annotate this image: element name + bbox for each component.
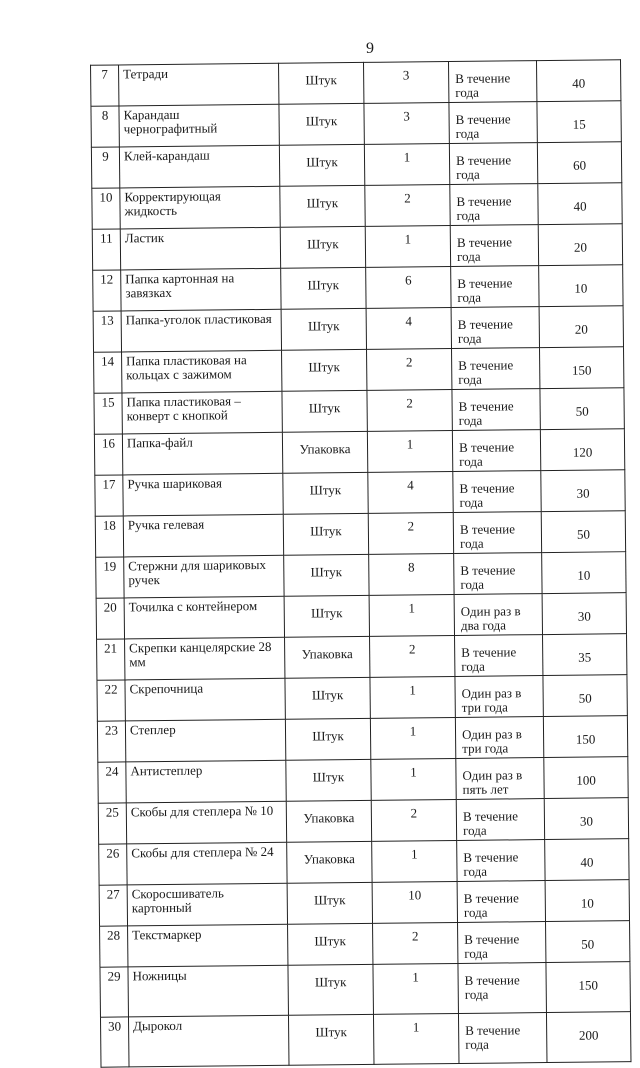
table-row	[91, 142, 621, 189]
item-name: Стержни для шариковых ручек	[124, 555, 284, 598]
item-term: В течение года	[453, 512, 541, 554]
item-quantity: 2	[367, 390, 452, 432]
item-term: Один раз в три года	[455, 717, 543, 759]
item-term: В течение года	[453, 471, 541, 513]
item-quantity: 3	[364, 103, 449, 145]
item-quantity: 2	[368, 512, 453, 554]
table-row	[97, 675, 627, 722]
item-price: 50	[541, 511, 625, 553]
row-number: 8	[91, 106, 119, 147]
supplies-table-wrap	[90, 59, 628, 1052]
item-name: Ручка шариковая	[123, 473, 283, 516]
item-name: Папка пластиковая – конверт с кнопкой	[122, 391, 282, 434]
table-row	[97, 634, 627, 681]
table-row	[93, 306, 623, 353]
item-quantity: 4	[366, 308, 451, 350]
row-number: 11	[92, 229, 120, 270]
table-row	[93, 265, 623, 312]
table-row	[95, 511, 625, 558]
item-name: Антистеплер	[126, 760, 286, 803]
item-term: В течение года	[450, 225, 538, 267]
item-quantity: 1	[372, 840, 457, 882]
table-row	[94, 388, 624, 435]
item-price: 10	[545, 880, 629, 922]
row-number: 21	[97, 639, 125, 680]
row-number: 16	[94, 434, 122, 475]
item-quantity: 2	[373, 922, 458, 964]
item-term: Один раз в три года	[455, 676, 543, 718]
item-price: 10	[539, 265, 623, 307]
row-number: 9	[91, 147, 119, 188]
item-unit: Штук	[285, 718, 370, 760]
row-number: 27	[99, 885, 127, 926]
row-number: 29	[100, 967, 129, 1017]
item-term: В течение года	[458, 1013, 547, 1064]
item-unit: Штук	[286, 759, 371, 801]
row-number: 23	[97, 721, 125, 762]
item-quantity: 1	[373, 963, 459, 1014]
item-price: 150	[546, 962, 631, 1013]
item-price: 30	[544, 798, 628, 840]
item-price: 15	[537, 101, 621, 143]
row-number: 14	[94, 352, 122, 393]
row-number: 17	[95, 475, 123, 516]
item-unit: Штук	[279, 103, 364, 145]
item-price: 60	[537, 142, 621, 184]
item-price: 50	[546, 921, 630, 963]
item-name: Скобы для степлера № 10	[126, 801, 286, 844]
table-row	[91, 101, 621, 148]
row-number: 15	[94, 393, 122, 434]
item-term: В течение года	[452, 348, 540, 390]
item-price: 50	[543, 675, 627, 717]
item-quantity: 4	[368, 471, 453, 513]
table-row	[96, 593, 626, 640]
item-name: Папка-файл	[122, 432, 282, 475]
item-term: В течение года	[456, 799, 544, 841]
item-price: 150	[540, 347, 624, 389]
item-unit: Штук	[282, 390, 367, 432]
item-quantity: 2	[370, 635, 455, 677]
table-row	[98, 798, 628, 845]
item-price: 120	[540, 429, 624, 471]
supplies-table	[90, 59, 631, 1068]
item-name: Ручка гелевая	[123, 514, 283, 557]
table-row	[96, 552, 626, 599]
item-term: В течение года	[450, 184, 538, 226]
item-term: В течение года	[449, 143, 537, 185]
row-number: 12	[93, 270, 121, 311]
table-row	[100, 962, 630, 1018]
supplies-table-body	[91, 60, 631, 1067]
item-quantity: 8	[369, 553, 454, 595]
table-row	[99, 839, 629, 886]
row-number: 10	[92, 188, 120, 229]
item-name: Точилка с контейнером	[124, 596, 284, 639]
item-unit: Штук	[281, 308, 366, 350]
item-unit: Штук	[279, 62, 364, 104]
item-quantity: 2	[367, 349, 452, 391]
item-unit: Штук	[285, 677, 370, 719]
item-term: В течение года	[457, 840, 545, 882]
table-row	[94, 429, 624, 476]
item-term: В течение года	[458, 922, 546, 964]
item-name: Папка пластиковая на кольцах с зажимом	[122, 350, 282, 393]
item-price: 150	[543, 716, 627, 758]
item-term: В течение года	[454, 553, 542, 595]
row-number: 22	[97, 680, 125, 721]
item-unit: Штук	[288, 923, 373, 965]
item-name: Текстмаркер	[128, 924, 288, 967]
item-price: 30	[541, 470, 625, 512]
item-name: Скрепки канцелярские 28 мм	[125, 637, 285, 680]
item-price: 40	[538, 183, 622, 225]
row-number: 19	[96, 557, 124, 598]
item-price: 30	[542, 593, 626, 635]
item-price: 20	[539, 306, 623, 348]
table-row	[91, 60, 621, 107]
row-number: 13	[93, 311, 121, 352]
item-unit: Упаковка	[286, 800, 371, 842]
item-term: В течение года	[451, 307, 539, 349]
item-name: Скрепочница	[125, 678, 285, 721]
item-quantity: 10	[372, 881, 457, 923]
item-price: 40	[545, 839, 629, 881]
item-name: Дырокол	[128, 1015, 289, 1067]
item-unit: Штук	[279, 144, 364, 186]
row-number: 28	[100, 926, 128, 967]
item-term: В течение года	[455, 635, 543, 677]
item-name: Тетради	[119, 63, 279, 106]
page-number: 9	[366, 40, 374, 57]
row-number: 7	[91, 65, 119, 106]
item-quantity: 1	[370, 717, 455, 759]
item-quantity: 1	[371, 758, 456, 800]
item-quantity: 1	[367, 431, 452, 473]
item-quantity: 3	[364, 62, 449, 104]
item-quantity: 1	[369, 594, 454, 636]
table-row	[100, 1012, 630, 1068]
item-unit: Штук	[284, 554, 369, 596]
table-row	[92, 224, 622, 271]
item-term: В течение года	[457, 881, 545, 923]
item-unit: Штук	[283, 513, 368, 555]
item-price: 20	[538, 224, 622, 266]
item-unit: Упаковка	[282, 431, 367, 473]
item-name: Клей-карандаш	[119, 145, 279, 188]
item-unit: Упаковка	[285, 636, 370, 678]
table-row	[99, 880, 629, 927]
item-name: Папка картонная на завязках	[121, 268, 281, 311]
row-number: 25	[98, 803, 126, 844]
item-quantity: 1	[364, 144, 449, 186]
item-unit: Штук	[280, 226, 365, 268]
item-price: 200	[546, 1012, 631, 1063]
item-term: Один раз в пять лет	[456, 758, 544, 800]
item-term: В течение года	[452, 389, 540, 431]
item-price: 40	[536, 60, 620, 102]
item-term: Один раз в два года	[454, 594, 542, 636]
item-term: В течение года	[458, 963, 547, 1014]
item-name: Папка-уголок пластиковая	[121, 309, 281, 352]
item-term: В течение года	[452, 430, 540, 472]
item-price: 100	[544, 757, 628, 799]
item-quantity: 2	[365, 185, 450, 227]
row-number: 20	[96, 598, 124, 639]
table-row	[92, 183, 622, 230]
row-number: 26	[99, 844, 127, 885]
item-price: 35	[543, 634, 627, 676]
table-row	[100, 921, 630, 968]
item-unit: Штук	[280, 185, 365, 227]
item-name: Скобы для степлера № 24	[127, 842, 287, 885]
item-unit: Штук	[282, 349, 367, 391]
item-term: В течение года	[451, 266, 539, 308]
item-quantity: 2	[371, 799, 456, 841]
item-term: В течение года	[449, 61, 537, 103]
item-name: Карандаш чернографитный	[119, 104, 279, 147]
item-unit: Упаковка	[287, 841, 372, 883]
item-quantity: 1	[370, 676, 455, 718]
table-row	[98, 757, 628, 804]
item-unit: Штук	[288, 964, 374, 1015]
item-quantity: 1	[365, 226, 450, 268]
table-row	[95, 470, 625, 517]
item-name: Ластик	[120, 227, 280, 270]
item-unit: Штук	[284, 595, 369, 637]
row-number: 30	[100, 1017, 129, 1067]
item-unit: Штук	[281, 267, 366, 309]
item-unit: Штук	[283, 472, 368, 514]
table-row	[97, 716, 627, 763]
item-unit: Штук	[287, 882, 372, 924]
row-number: 24	[98, 762, 126, 803]
row-number: 18	[95, 516, 123, 557]
item-quantity: 6	[366, 267, 451, 309]
table-row	[94, 347, 624, 394]
item-price: 50	[540, 388, 624, 430]
item-unit: Штук	[288, 1014, 374, 1065]
item-name: Скоросшиватель картонный	[127, 883, 287, 926]
item-quantity: 1	[373, 1013, 459, 1064]
item-name: Степлер	[125, 719, 285, 762]
item-name: Корректирующая жидкость	[120, 186, 280, 229]
item-price: 10	[542, 552, 626, 594]
item-name: Ножницы	[128, 965, 289, 1017]
item-term: В течение года	[449, 102, 537, 144]
